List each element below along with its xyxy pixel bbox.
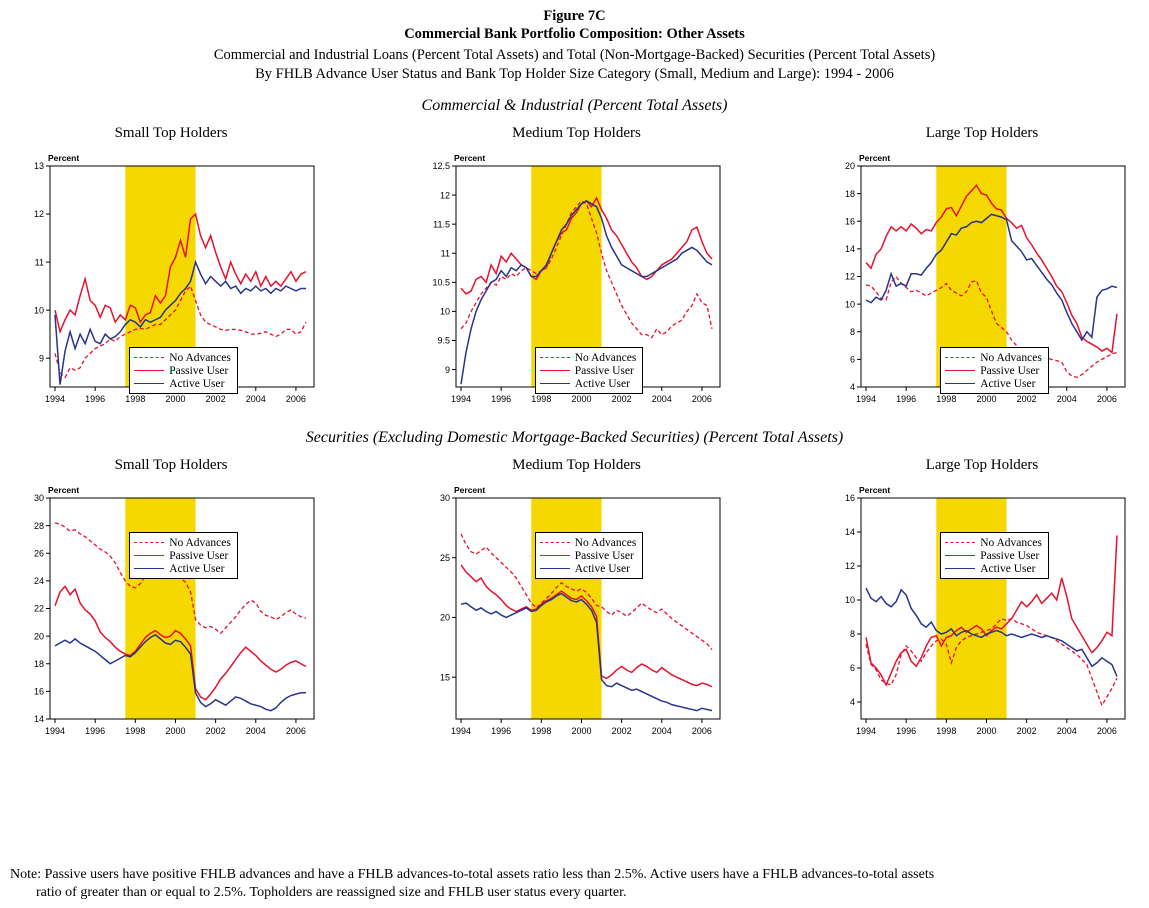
svg-text:24: 24: [33, 576, 44, 587]
svg-text:10: 10: [844, 595, 855, 606]
legend-label: Passive User: [980, 549, 1040, 562]
legend-item-passive-user: [945, 549, 1042, 562]
svg-text:2006: 2006: [285, 726, 306, 736]
svg-text:10: 10: [439, 306, 450, 317]
line-dashed-icon: [945, 539, 975, 547]
svg-text:Percent: Percent: [859, 485, 891, 495]
line-dashed-icon: [540, 539, 570, 547]
panel-ci-small: [16, 125, 326, 413]
panel-sec-medium: [422, 457, 732, 745]
svg-text:2000: 2000: [570, 726, 591, 736]
plot-sec-medium: [422, 480, 732, 745]
svg-text:1996: 1996: [490, 394, 511, 404]
panel-sec-large: [827, 457, 1137, 745]
legend-item-active-user: [945, 377, 1042, 390]
line-solid-blue-icon: [134, 380, 164, 388]
svg-text:2002: 2002: [205, 394, 226, 404]
svg-text:11: 11: [34, 257, 44, 268]
panel-title: Small Top Holders: [114, 125, 228, 141]
svg-text:2002: 2002: [1016, 394, 1037, 404]
legend: [535, 532, 644, 579]
svg-text:9: 9: [38, 353, 44, 364]
line-solid-red-icon: [945, 552, 975, 560]
legend-label: No Advances: [574, 536, 637, 549]
figure-title: Commercial Bank Portfolio Composition: Other Assets: [404, 26, 745, 42]
legend-label: Active User: [169, 377, 225, 390]
legend-item-active-user: [945, 562, 1042, 575]
svg-text:2002: 2002: [205, 726, 226, 736]
svg-text:30: 30: [33, 493, 44, 504]
line-solid-blue-icon: [945, 565, 975, 573]
legend-label: Passive User: [574, 364, 634, 377]
svg-text:Percent: Percent: [453, 153, 485, 163]
line-solid-blue-icon: [540, 380, 570, 388]
svg-text:1996: 1996: [896, 394, 917, 404]
svg-text:1996: 1996: [85, 726, 106, 736]
panel-ci-medium: [422, 125, 732, 413]
svg-text:10.5: 10.5: [431, 277, 450, 288]
footnote-line-1: Note: Passive users have positive FHLB advances and have a FHLB advances-to-total assets ratio less than 2.5%. Active users have a FHLB advances-to-total assets: [10, 866, 935, 882]
legend-item-active-user: [540, 377, 637, 390]
svg-text:11.5: 11.5: [432, 219, 450, 230]
legend-label: Active User: [574, 562, 630, 575]
svg-text:2000: 2000: [165, 394, 186, 404]
plot-sec-small: [16, 480, 326, 745]
svg-text:1994: 1994: [450, 726, 471, 736]
svg-text:4: 4: [849, 382, 855, 393]
figure-subtitle-1: Commercial and Industrial Loans (Percent Total Assets) and Total (Non-Mortgage-Backed) Securities (Percent Total Assets): [213, 47, 936, 63]
svg-text:1998: 1998: [530, 394, 551, 404]
svg-text:30: 30: [439, 493, 450, 504]
svg-text:2000: 2000: [165, 726, 186, 736]
legend-item-passive-user: [540, 549, 637, 562]
line-solid-blue-icon: [945, 380, 975, 388]
svg-text:2006: 2006: [1096, 394, 1117, 404]
svg-text:2002: 2002: [611, 726, 632, 736]
svg-text:1998: 1998: [936, 726, 957, 736]
svg-text:12: 12: [33, 209, 44, 220]
line-solid-red-icon: [540, 552, 570, 560]
svg-text:2002: 2002: [1016, 726, 1037, 736]
svg-text:1994: 1994: [45, 726, 66, 736]
panel-sec-small: [16, 457, 326, 745]
svg-text:1994: 1994: [856, 726, 877, 736]
svg-text:12: 12: [844, 271, 855, 282]
svg-text:9: 9: [444, 364, 450, 375]
line-solid-blue-icon: [134, 565, 164, 573]
legend-item-passive-user: [540, 364, 637, 377]
svg-text:2002: 2002: [611, 394, 632, 404]
legend-item-active-user: [134, 377, 231, 390]
svg-text:8: 8: [849, 629, 855, 640]
svg-text:11: 11: [440, 248, 450, 259]
svg-text:1998: 1998: [125, 726, 146, 736]
line-dashed-icon: [134, 354, 164, 362]
svg-text:2006: 2006: [1096, 726, 1117, 736]
svg-text:20: 20: [33, 631, 44, 642]
svg-text:12.5: 12.5: [431, 161, 450, 172]
legend-label: Passive User: [980, 364, 1040, 377]
svg-text:6: 6: [849, 663, 855, 674]
panel-title: Medium Top Holders: [512, 457, 641, 473]
svg-text:2004: 2004: [1056, 726, 1077, 736]
svg-text:1996: 1996: [490, 726, 511, 736]
svg-text:20: 20: [439, 612, 450, 623]
line-dashed-icon: [540, 354, 570, 362]
legend-item-no-advances: [540, 536, 637, 549]
line-dashed-icon: [945, 354, 975, 362]
legend-item-passive-user: [945, 364, 1042, 377]
section-title-securities: Securities (Excluding Domestic Mortgage-Backed Securities) (Percent Total Assets): [305, 429, 844, 446]
svg-text:2000: 2000: [976, 394, 997, 404]
svg-text:18: 18: [33, 658, 44, 669]
plot-ci-small: [16, 148, 326, 413]
svg-text:18: 18: [844, 188, 855, 199]
svg-text:2004: 2004: [245, 394, 266, 404]
svg-text:2000: 2000: [570, 394, 591, 404]
svg-text:26: 26: [33, 548, 44, 559]
line-solid-red-icon: [134, 552, 164, 560]
panel-title: Medium Top Holders: [512, 125, 641, 141]
line-solid-red-icon: [134, 367, 164, 375]
plot-ci-medium: [422, 148, 732, 413]
svg-text:Percent: Percent: [48, 485, 80, 495]
footnote: [10, 866, 1139, 902]
legend-item-no-advances: [945, 351, 1042, 364]
plot-ci-large: [827, 148, 1137, 413]
svg-text:Percent: Percent: [48, 153, 80, 163]
footnote-line-2: ratio of greater than or equal to 2.5%. Topholders are reassigned size and FHLB user status every quarter.: [36, 884, 627, 900]
legend-item-no-advances: [945, 536, 1042, 549]
svg-text:1994: 1994: [45, 394, 66, 404]
legend-item-passive-user: [134, 364, 231, 377]
svg-text:14: 14: [33, 714, 44, 725]
legend-label: Passive User: [169, 364, 229, 377]
svg-text:2004: 2004: [1056, 394, 1077, 404]
svg-text:15: 15: [439, 672, 450, 683]
svg-text:2004: 2004: [651, 394, 672, 404]
legend-label: Passive User: [169, 549, 229, 562]
figure-number: Figure 7C: [543, 8, 606, 24]
panel-title: Small Top Holders: [114, 457, 228, 473]
svg-text:8: 8: [849, 326, 855, 337]
line-solid-red-icon: [540, 367, 570, 375]
line-solid-red-icon: [945, 367, 975, 375]
legend-label: Passive User: [574, 549, 634, 562]
legend-label: Active User: [980, 377, 1036, 390]
svg-text:9.5: 9.5: [436, 335, 450, 346]
panel-title: Large Top Holders: [925, 457, 1039, 473]
svg-text:14: 14: [844, 527, 855, 538]
svg-text:2006: 2006: [285, 394, 306, 404]
svg-text:1998: 1998: [125, 394, 146, 404]
svg-text:13: 13: [33, 161, 44, 172]
legend-item-passive-user: [134, 549, 231, 562]
legend-label: Active User: [980, 562, 1036, 575]
section-title-commercial-industrial: Commercial & Industrial (Percent Total Assets): [421, 97, 728, 114]
legend-label: Active User: [574, 377, 630, 390]
line-dashed-icon: [134, 539, 164, 547]
legend: [535, 347, 644, 394]
svg-text:1996: 1996: [896, 726, 917, 736]
plot-sec-large: [827, 480, 1137, 745]
svg-text:25: 25: [439, 552, 450, 563]
svg-text:1994: 1994: [856, 394, 877, 404]
svg-text:2004: 2004: [651, 726, 672, 736]
legend-label: Active User: [169, 562, 225, 575]
legend-label: No Advances: [169, 351, 231, 364]
svg-text:20: 20: [844, 161, 855, 172]
svg-text:16: 16: [844, 216, 855, 227]
svg-text:1996: 1996: [85, 394, 106, 404]
legend: [940, 347, 1049, 394]
svg-text:10: 10: [844, 299, 855, 310]
legend: [940, 532, 1049, 579]
legend-item-no-advances: [134, 536, 231, 549]
svg-text:Percent: Percent: [453, 485, 485, 495]
legend: [129, 347, 238, 394]
panel-ci-large: [827, 125, 1137, 413]
panel-title: Large Top Holders: [925, 125, 1039, 141]
line-solid-blue-icon: [540, 565, 570, 573]
svg-text:1994: 1994: [450, 394, 471, 404]
svg-text:2006: 2006: [691, 726, 712, 736]
svg-text:Percent: Percent: [859, 153, 891, 163]
legend-label: No Advances: [980, 351, 1042, 364]
svg-text:22: 22: [33, 603, 44, 614]
legend-label: No Advances: [169, 536, 231, 549]
svg-text:2004: 2004: [245, 726, 266, 736]
svg-text:1998: 1998: [530, 726, 551, 736]
figure-subtitle-2: By FHLB Advance User Status and Bank Top Holder Size Category (Small, Medium and Large): 1994 - 2006: [255, 66, 894, 82]
svg-text:16: 16: [33, 686, 44, 697]
legend-item-active-user: [540, 562, 637, 575]
svg-text:4: 4: [849, 697, 855, 708]
svg-text:12: 12: [844, 561, 855, 572]
svg-text:14: 14: [844, 244, 855, 255]
svg-text:12: 12: [439, 190, 450, 201]
svg-text:2000: 2000: [976, 726, 997, 736]
legend-item-active-user: [134, 562, 231, 575]
svg-text:16: 16: [844, 493, 855, 504]
legend: [129, 532, 238, 579]
legend-item-no-advances: [134, 351, 231, 364]
legend-item-no-advances: [540, 351, 637, 364]
svg-text:28: 28: [33, 520, 44, 531]
legend-label: No Advances: [980, 536, 1042, 549]
legend-label: No Advances: [574, 351, 637, 364]
svg-text:1998: 1998: [936, 394, 957, 404]
svg-text:6: 6: [849, 354, 855, 365]
svg-text:2006: 2006: [691, 394, 712, 404]
svg-text:10: 10: [33, 305, 44, 316]
